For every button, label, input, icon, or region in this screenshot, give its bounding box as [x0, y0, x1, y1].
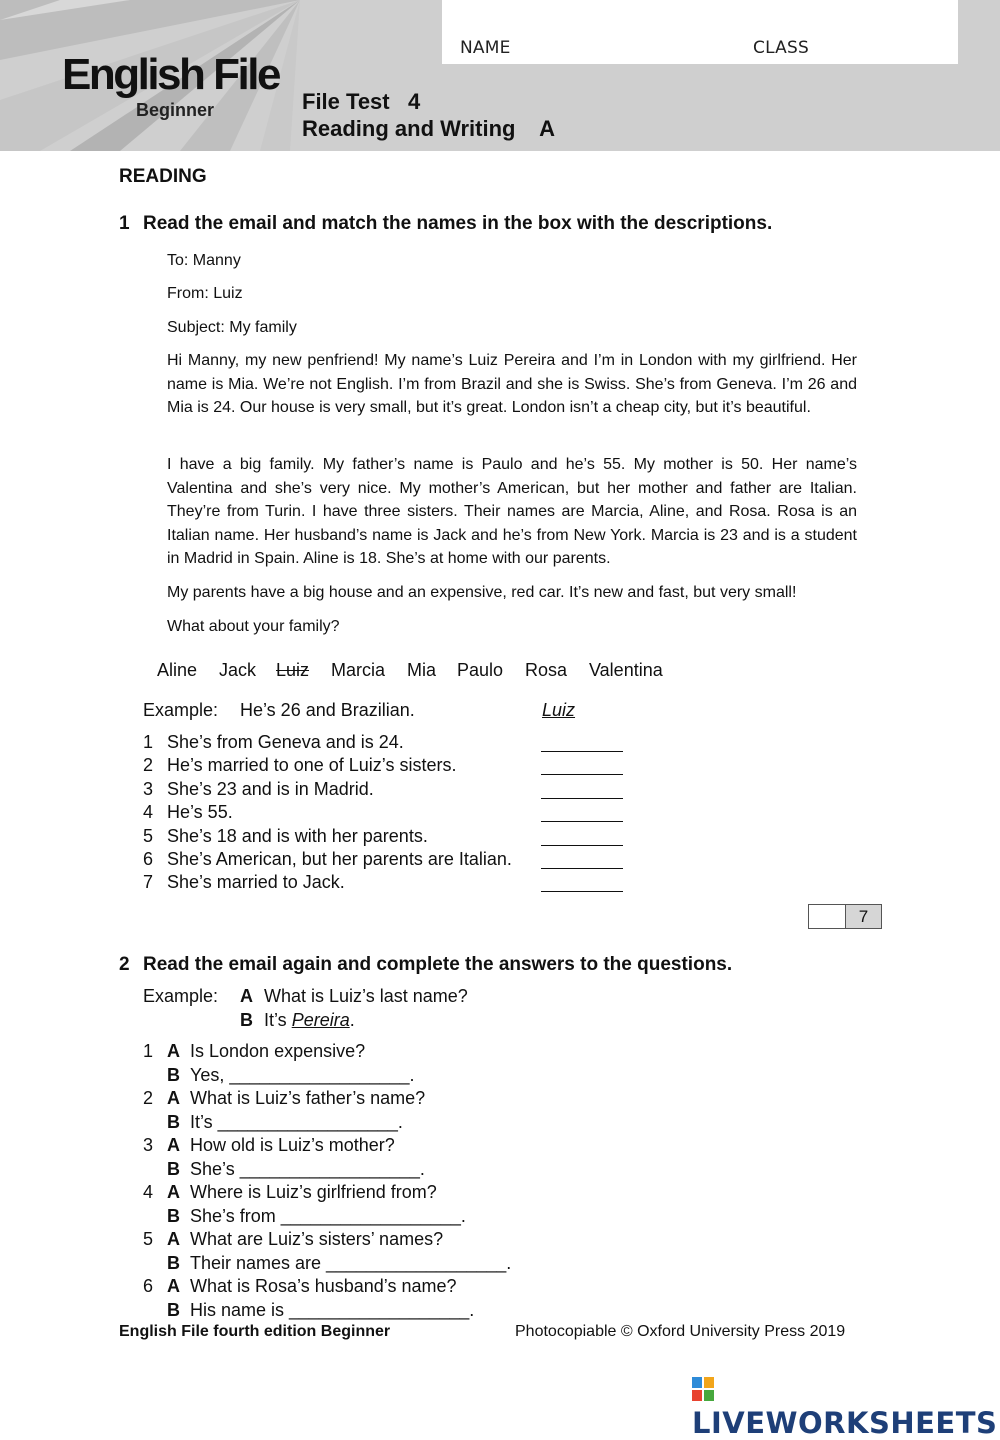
item-text: She’s married to Jack.: [167, 872, 345, 892]
speaker-b-marker: B: [240, 1010, 253, 1030]
answer-blank[interactable]: [541, 850, 623, 869]
q2-item-number: 5: [143, 1229, 154, 1249]
word-box-item: Paulo: [457, 660, 504, 680]
example-answer: Luiz: [542, 700, 576, 720]
item-number: 6: [143, 849, 154, 869]
q2-question: How old is Luiz’s mother?: [190, 1135, 395, 1155]
q2-answer-line[interactable]: She’s __________________.: [190, 1159, 425, 1179]
score-input-cell[interactable]: [809, 905, 846, 928]
footer-right: Photocopiable © Oxford University Press 2019: [515, 1323, 846, 1340]
question-1-number: 1: [119, 213, 130, 234]
word-box-item-crossed: Luiz: [276, 660, 310, 680]
speaker-b-marker: B: [167, 1300, 180, 1320]
item-number: 4: [143, 802, 154, 822]
class-label: CLASS: [753, 38, 809, 58]
speaker-a-marker: A: [167, 1276, 180, 1296]
email-from: From: Luiz: [167, 285, 243, 302]
answer-blank[interactable]: [541, 733, 623, 752]
test-title: File Test 4: [302, 89, 421, 114]
item-number: 7: [143, 872, 154, 892]
logo-title: English File: [62, 50, 279, 99]
speaker-a-marker: A: [167, 1041, 180, 1061]
word-box-item: Aline: [157, 660, 198, 680]
speaker-b-marker: B: [167, 1065, 180, 1085]
example-question: What is Luiz’s last name?: [264, 986, 468, 1006]
liveworksheets-icon: [692, 1377, 714, 1401]
example-text: He’s 26 and Brazilian.: [240, 700, 415, 720]
answer-blank[interactable]: [541, 827, 623, 846]
q2-answer-line[interactable]: His name is __________________.: [190, 1300, 475, 1320]
test-subtitle: Reading and Writing A: [302, 116, 555, 141]
name-label: NAME: [460, 38, 511, 58]
word-box-item: Rosa: [525, 660, 568, 680]
item-number: 3: [143, 779, 154, 799]
item-number: 1: [143, 732, 154, 752]
score-total: 7: [846, 905, 881, 928]
word-box-item: Marcia: [331, 660, 386, 680]
speaker-a-marker: A: [167, 1182, 180, 1202]
example-answer-word: Pereira: [291, 1010, 350, 1030]
word-box-item: Jack: [219, 660, 257, 680]
name-class-box: [442, 0, 958, 64]
email-to: To: Manny: [167, 252, 241, 269]
email-paragraph: I have a big family. My father’s name is Paulo and he’s 55. My mother is 50. Her name’s Valentina and she’s very nice. My mother’s American, but her mother and father are Italian. They’re from Turin. I have three sisters. Their names are Marcia, Aline, and Rosa. Rosa is an Italian name. Her husband’s name is Jack and he’s from New York. Marcia is 23 and is a student in Madrid in Spain. Aline is 18. She’s at home with our parents.: [167, 456, 857, 567]
q2-item-number: 2: [143, 1088, 154, 1108]
item-text: She’s American, but her parents are Italian.: [167, 849, 512, 869]
example-label: Example:: [143, 700, 219, 720]
q2-item-number: 4: [143, 1182, 154, 1202]
q2-answer-line[interactable]: It’s __________________.: [190, 1112, 403, 1132]
example-answer-suffix: .: [349, 1010, 355, 1030]
q2-question: What is Rosa’s husband’s name?: [190, 1276, 457, 1296]
liveworksheets-text: LIVEWORKSHEETS: [692, 1406, 998, 1440]
example-answer-prefix: It’s: [264, 1010, 292, 1030]
speaker-b-marker: B: [167, 1112, 180, 1132]
speaker-a-marker: A: [167, 1229, 180, 1249]
speaker-b-marker: B: [167, 1206, 180, 1226]
item-text: She’s from Geneva and is 24.: [167, 732, 404, 752]
q2-item-number: 6: [143, 1276, 154, 1296]
answer-blank[interactable]: [541, 803, 623, 822]
example-label: Example:: [143, 986, 219, 1006]
email-paragraph: My parents have a big house and an expensive, red car. It’s new and fast, but very small!: [167, 584, 797, 601]
speaker-a-marker: A: [240, 986, 253, 1006]
email-paragraph: What about your family?: [167, 618, 340, 635]
question-2-number: 2: [119, 954, 130, 975]
answer-blank[interactable]: [541, 873, 623, 892]
footer-left: English File fourth edition Beginner: [119, 1323, 391, 1340]
score-box: [808, 904, 882, 929]
question-1-title: Read the email and match the names in the box with the descriptions.: [143, 213, 773, 234]
speaker-b-marker: B: [167, 1253, 180, 1273]
q2-answer-line[interactable]: Their names are __________________.: [190, 1253, 512, 1273]
speaker-a-marker: A: [167, 1088, 180, 1108]
word-box-item: Mia: [407, 660, 437, 680]
logo-subtitle: Beginner: [136, 100, 215, 120]
email-subject: Subject: My family: [167, 319, 297, 336]
email-paragraph: Hi Manny, my new penfriend! My name’s Luiz Pereira and I’m in London with my girlfriend. Her name is Mia. We’re not English. I’m from Brazil and she is Swiss. She’s from Geneva. I’m 26 and Mia is 24. Our house is very small, but it’s great. London isn’t a cheap city, but it’s beautiful.: [167, 352, 857, 416]
item-text: She’s 23 and is in Madrid.: [167, 779, 374, 799]
item-number: 2: [143, 755, 154, 775]
item-text: She’s 18 and is with her parents.: [167, 826, 428, 846]
q2-item-number: 1: [143, 1041, 154, 1061]
speaker-b-marker: B: [167, 1159, 180, 1179]
answer-blank[interactable]: [541, 756, 623, 775]
question-2-title: Read the email again and complete the answers to the questions.: [143, 954, 733, 975]
q2-question: Where is Luiz’s girlfriend from?: [190, 1182, 437, 1202]
item-number: 5: [143, 826, 154, 846]
example-answer-line: [264, 1010, 355, 1031]
q2-answer-line[interactable]: Yes, __________________.: [190, 1065, 415, 1085]
q2-question: Is London expensive?: [190, 1041, 366, 1061]
section-title: READING: [119, 166, 207, 187]
word-box-item: Valentina: [589, 660, 663, 680]
item-text: He’s married to one of Luiz’s sisters.: [167, 755, 457, 775]
item-text: He’s 55.: [167, 802, 233, 822]
q2-answer-line[interactable]: She’s from __________________.: [190, 1206, 466, 1226]
answer-blank[interactable]: [541, 780, 623, 799]
q2-item-number: 3: [143, 1135, 154, 1155]
q2-question: What are Luiz’s sisters’ names?: [190, 1229, 444, 1249]
liveworksheets-logo: [692, 1372, 1000, 1440]
speaker-a-marker: A: [167, 1135, 180, 1155]
q2-question: What is Luiz’s father’s name?: [190, 1088, 426, 1108]
